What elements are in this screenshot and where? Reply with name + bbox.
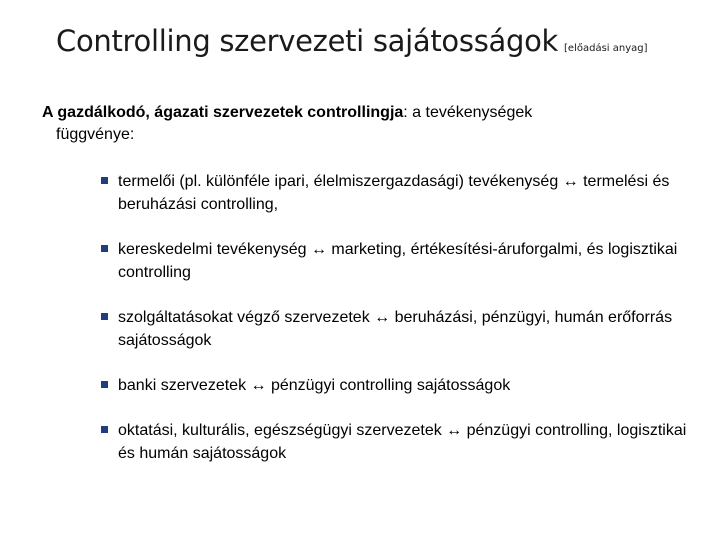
intro-bold: A gazdálkodó, ágazati szervezetek controllingja — [42, 104, 404, 121]
list-item-text: termelői (pl. különféle ipari, élelmiszergazdasági) tevékenység ↔ termelési és beruházási controlling, — [118, 173, 670, 213]
slide-title: Controlling szervezeti sajátosságok — [56, 24, 559, 58]
square-bullet-icon — [101, 245, 108, 252]
square-bullet-icon — [101, 177, 108, 184]
square-bullet-icon — [101, 313, 108, 320]
list-item — [100, 170, 690, 216]
list-item — [100, 419, 690, 465]
list-item-text: oktatási, kulturális, egészségügyi szervezetek ↔ pénzügyi controlling, logisztikai és humán sajátosságok — [118, 422, 687, 462]
intro-line2: függvénye: — [56, 126, 135, 143]
square-bullet-icon — [101, 426, 108, 433]
list-item-text: kereskedelmi tevékenység ↔ marketing, értékesítési-áruforgalmi, és logisztikai controlling — [118, 241, 678, 281]
bullet-list — [100, 170, 690, 487]
list-item — [100, 306, 690, 352]
list-item-text: szolgáltatásokat végző szervezetek ↔ beruházási, pénzügyi, humán erőforrás sajátosságok — [118, 309, 673, 349]
intro-rest: : a tevékenységek — [403, 104, 533, 121]
list-item-text: banki szervezetek ↔ pénzügyi controlling sajátosságok — [118, 377, 511, 394]
square-bullet-icon — [101, 381, 108, 388]
list-item — [100, 374, 690, 397]
title-note: [előadási anyag] — [564, 43, 648, 54]
list-item — [100, 238, 690, 284]
title-row — [56, 24, 648, 58]
intro-paragraph — [42, 102, 642, 146]
